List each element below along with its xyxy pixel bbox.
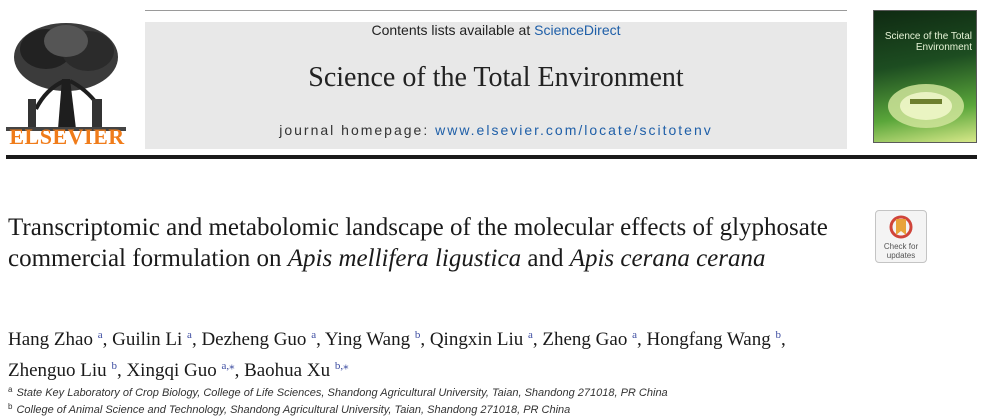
author[interactable]: Guilin Li $^a$ <box>112 329 192 350</box>
check-for-updates-label: Check for updates <box>883 242 919 260</box>
homepage-link[interactable]: www.elsevier.com/locate/scitotenv <box>435 122 713 138</box>
affiliation-text: College of Animal Science and Technology, Shandong Agricultural University, Taian, Shandong 271018, PR China <box>16 404 571 416</box>
title-text: Transcriptomic and metabolomic landscape of the molecular effects of glyphosate commercial formulation on <box>8 214 828 272</box>
affiliation-b <box>8 402 968 416</box>
contents-prefix: Contents lists available at <box>371 22 535 38</box>
journal-title: Science of the Total Environment <box>308 62 684 93</box>
author[interactable]: Ying Wang $^b$ <box>324 329 421 350</box>
affiliation-mark: b <box>8 402 13 411</box>
title-conjunction: and <box>521 245 570 272</box>
author[interactable]: Qingxin Liu $^a$ <box>429 329 533 350</box>
contents-line <box>145 22 847 38</box>
sciencedirect-link[interactable]: ScienceDirect <box>534 22 621 38</box>
title-species-2: Apis cerana cerana <box>569 245 766 272</box>
author[interactable]: Zhenguo Liu $^b$ <box>8 360 117 381</box>
homepage-prefix: journal homepage: <box>279 122 436 138</box>
author[interactable]: Hongfang Wang $^b$ <box>646 329 781 350</box>
publisher-name: ELSEVIER <box>9 124 125 149</box>
cover-artwork <box>874 11 977 143</box>
author[interactable]: Dezheng Guo $^a$ <box>201 329 317 350</box>
affiliation-text: State Key Laboratory of Crop Biology, College of Life Sciences, Shandong Agricultural University, Taian, Shandong 271018, PR China <box>16 387 668 399</box>
top-divider <box>145 10 847 11</box>
check-for-updates-icon <box>889 215 913 241</box>
cover-title: Science of the Total Environment <box>884 31 972 53</box>
header-divider <box>6 155 977 159</box>
article-title <box>8 212 848 274</box>
homepage-line <box>145 122 847 138</box>
author[interactable]: Xingqi Guo $^{a,⁎}$ <box>126 360 235 381</box>
author[interactable]: Zheng Gao $^a$ <box>542 329 637 350</box>
author-list: Hang Zhao $^a$, Guilin Li $^a$, Dezheng Guo $^a$, Ying Wang $^b$, Qingxin Liu $^a$, Zheng Gao $^a$, Hongfang Wang $^b$, Zhenguo Liu $^b$, Xingqi Guo $^{a,⁎}$, Baohua Xu $^{b,⁎}$ <box>8 329 786 381</box>
journal-cover[interactable] <box>873 10 977 143</box>
title-species-1: Apis mellifera ligustica <box>287 245 522 272</box>
journal-masthead <box>145 22 847 149</box>
author[interactable]: Baohua Xu $^{b,⁎}$ <box>244 360 349 381</box>
author[interactable]: Hang Zhao $^a$ <box>8 329 103 350</box>
affiliation-a <box>8 385 968 399</box>
affiliation-mark: a <box>8 385 13 394</box>
check-for-updates-button[interactable] <box>875 210 927 263</box>
